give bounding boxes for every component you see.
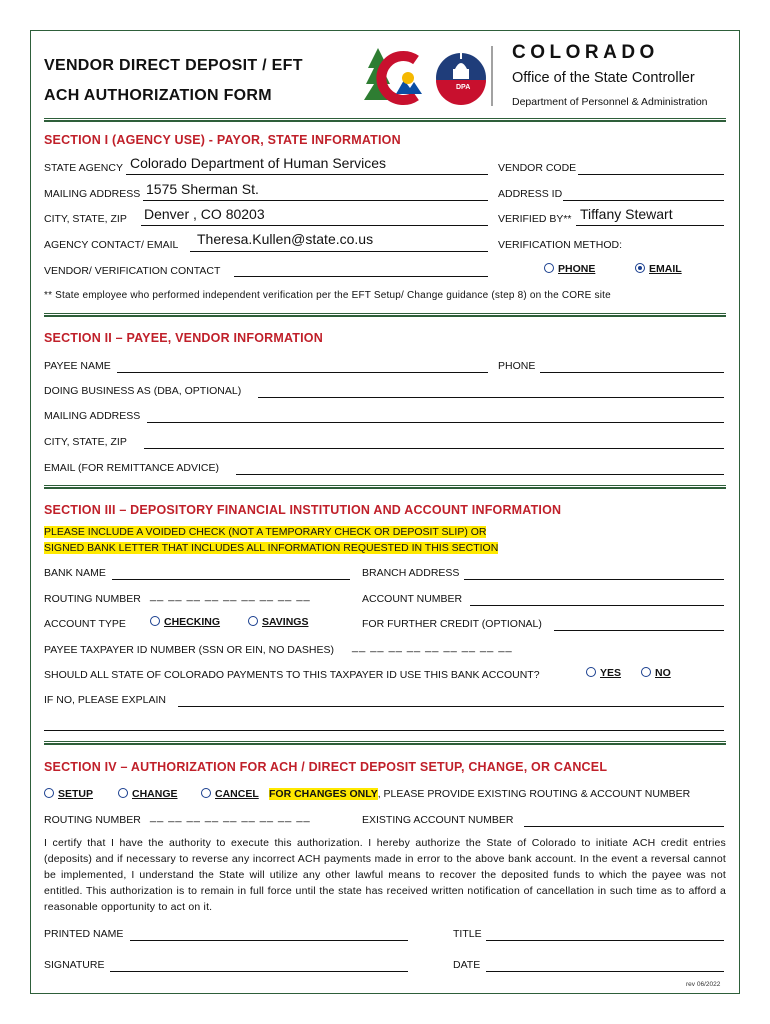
existing-routing-label: ROUTING NUMBER	[44, 814, 141, 826]
verified-by-value[interactable]: Tiffany Stewart	[580, 206, 673, 222]
state-agency-field[interactable]	[126, 174, 488, 175]
section-2-heading: SECTION II – PAYEE, VENDOR INFORMATION	[44, 331, 323, 345]
title-label: TITLE	[453, 928, 482, 940]
routing-number-field[interactable]: __ __ __ __ __ __ __ __ __	[150, 590, 311, 602]
changes-only-text: FOR CHANGES ONLY	[269, 788, 378, 800]
radio-icon	[586, 667, 596, 677]
city-state-zip-value[interactable]: Denver , CO 80203	[144, 206, 265, 222]
email-radio[interactable]	[635, 263, 682, 275]
setup-option-label: SETUP	[58, 788, 94, 800]
no-radio[interactable]	[641, 667, 671, 679]
no-option-label: NO	[655, 667, 671, 679]
date-label: DATE	[453, 959, 481, 971]
printed-name-label: PRINTED NAME	[44, 928, 124, 940]
divider	[44, 741, 726, 745]
payee-phone-field[interactable]	[540, 372, 724, 373]
revision-note: rev 06/2022	[686, 981, 721, 988]
divider	[44, 118, 726, 122]
org-name: COLORADO	[512, 42, 659, 63]
bank-name-field[interactable]	[112, 579, 350, 580]
payee-city-label: CITY, STATE, ZIP	[44, 436, 127, 448]
address-id-label: ADDRESS ID	[498, 188, 563, 200]
capitol-seal-icon	[436, 53, 486, 105]
section-1-heading: SECTION I (AGENCY USE) - PAYOR, STATE INFORMATION	[44, 133, 401, 147]
address-id-field[interactable]	[563, 200, 724, 201]
date-field[interactable]	[486, 971, 724, 972]
dpa-badge-text: DPA	[456, 84, 471, 91]
branch-address-field[interactable]	[464, 579, 724, 580]
agency-contact-label: AGENCY CONTACT/ EMAIL	[44, 239, 179, 251]
payee-mailing-label: MAILING ADDRESS	[44, 410, 141, 422]
radio-icon	[118, 788, 128, 798]
verified-by-label: VERIFIED BY**	[498, 213, 572, 225]
changes-only-note	[269, 788, 690, 800]
org-dept: Department of Personnel & Administration	[512, 96, 708, 108]
certification-text: I certify that I have the authority to execute this authorization. I hereby authorize the State of Colorado to initiate ACH credit entries (deposits) and if necessary to reverse any incorrect ACH payments made in error to the above bank account. In the event a reversal cannot be implemented, I understand the State will utilize any other lawful means to recover the deposited funds to which the payee was not entitled. This authorization is to remain in full force until the state has received written notification of cancellation in such time as to afford a reasonable opportunity to act on it.	[44, 837, 726, 913]
city-state-zip-field[interactable]	[141, 225, 488, 226]
payee-mailing-field[interactable]	[147, 422, 724, 423]
account-number-field[interactable]	[470, 605, 724, 606]
email-option-label: EMAIL	[649, 263, 682, 275]
title-field[interactable]	[486, 940, 724, 941]
org-office: Office of the State Controller	[512, 70, 695, 86]
checking-option-label: CHECKING	[164, 616, 221, 628]
state-agency-value[interactable]: Colorado Department of Human Services	[130, 155, 387, 171]
payee-name-field[interactable]	[117, 372, 488, 373]
city-state-zip-label: CITY, STATE, ZIP	[44, 213, 127, 225]
cancel-option-label: CANCEL	[215, 788, 259, 800]
colorado-dpa-logo	[364, 42, 494, 108]
state-agency-label: STATE AGENCY	[44, 162, 123, 174]
mailing-address-value[interactable]: 1575 Sherman St.	[146, 181, 259, 197]
taxpayer-id-field[interactable]: __ __ __ __ __ __ __ __ __	[352, 641, 513, 653]
form-title-line2: ACH AUTHORIZATION FORM	[44, 87, 272, 104]
divider	[44, 313, 726, 317]
radio-icon	[44, 788, 54, 798]
bank-name-label: BANK NAME	[44, 567, 106, 579]
radio-icon	[248, 616, 258, 626]
account-number-label: ACCOUNT NUMBER	[362, 593, 463, 605]
radio-selected-icon	[635, 263, 645, 273]
explain-label: IF NO, PLEASE EXPLAIN	[44, 694, 166, 706]
existing-account-label: EXISTING ACCOUNT NUMBER	[362, 814, 514, 826]
note-line1-text: PLEASE INCLUDE A VOIDED CHECK (NOT A TEMPORARY CHECK OR DEPOSIT SLIP) OR	[44, 526, 487, 538]
further-credit-field[interactable]	[554, 630, 724, 631]
cancel-radio[interactable]	[201, 788, 259, 800]
explain-field-line1[interactable]	[178, 706, 724, 707]
colorado-c-icon	[381, 56, 422, 100]
phone-option-label: PHONE	[558, 263, 596, 275]
savings-option-label: SAVINGS	[262, 616, 309, 628]
yes-radio[interactable]	[586, 667, 621, 679]
vendor-verification-label: VENDOR/ VERIFICATION CONTACT	[44, 265, 221, 277]
signature-label: SIGNATURE	[44, 959, 105, 971]
mailing-address-field[interactable]	[143, 200, 488, 201]
remittance-email-field[interactable]	[236, 474, 724, 475]
phone-radio[interactable]	[544, 263, 595, 275]
signature-field[interactable]	[110, 971, 408, 972]
change-option-label: CHANGE	[132, 788, 178, 800]
verification-footnote: ** State employee who performed independent verification per the EFT Setup/ Change guidance (step 8) on the CORE site	[44, 290, 611, 301]
account-type-label: ACCOUNT TYPE	[44, 618, 126, 630]
existing-routing-field[interactable]: __ __ __ __ __ __ __ __ __	[150, 811, 311, 823]
section-3-heading: SECTION III – DEPOSITORY FINANCIAL INSTITUTION AND ACCOUNT INFORMATION	[44, 503, 562, 517]
payee-phone-label: PHONE	[498, 360, 536, 372]
remittance-email-label: EMAIL (FOR REMITTANCE ADVICE)	[44, 462, 220, 474]
payee-city-field[interactable]	[144, 448, 724, 449]
form-title-line1: VENDOR DIRECT DEPOSIT / EFT	[44, 57, 303, 74]
voided-check-note-line2	[44, 542, 498, 554]
vendor-code-field[interactable]	[578, 174, 724, 175]
same-account-question: SHOULD ALL STATE OF COLORADO PAYMENTS TO THIS TAXPAYER ID USE THIS BANK ACCOUNT?	[44, 669, 540, 681]
routing-number-label: ROUTING NUMBER	[44, 593, 141, 605]
checking-radio[interactable]	[150, 616, 220, 628]
mailing-address-label: MAILING ADDRESS	[44, 188, 141, 200]
taxpayer-id-label: PAYEE TAXPAYER ID NUMBER (SSN OR EIN, NO DASHES)	[44, 644, 334, 656]
printed-name-field[interactable]	[130, 940, 408, 941]
setup-radio[interactable]	[44, 788, 93, 800]
radio-icon	[544, 263, 554, 273]
agency-contact-value[interactable]: Theresa.Kullen@state.co.us	[197, 231, 374, 247]
further-credit-label: FOR FURTHER CREDIT (OPTIONAL)	[362, 618, 542, 630]
vendor-code-label: VENDOR CODE	[498, 162, 577, 174]
divider	[44, 485, 726, 489]
change-radio[interactable]	[118, 788, 178, 800]
agency-contact-field[interactable]	[190, 251, 488, 252]
note-line2-text: SIGNED BANK LETTER THAT INCLUDES ALL INFORMATION REQUESTED IN THIS SECTION	[44, 542, 499, 554]
existing-account-field[interactable]	[524, 826, 724, 827]
radio-icon	[201, 788, 211, 798]
explain-field-line2[interactable]	[44, 730, 724, 731]
dba-field[interactable]	[258, 397, 724, 398]
branch-address-label: BRANCH ADDRESS	[362, 567, 460, 579]
verification-method-label: VERIFICATION METHOD:	[498, 239, 623, 251]
changes-note-text: , PLEASE PROVIDE EXISTING ROUTING & ACCOUNT NUMBER	[377, 788, 691, 800]
voided-check-note-line1	[44, 526, 486, 538]
verified-by-field[interactable]	[576, 225, 724, 226]
radio-icon	[641, 667, 651, 677]
radio-icon	[150, 616, 160, 626]
payee-name-label: PAYEE NAME	[44, 360, 111, 372]
vendor-verification-field[interactable]	[234, 276, 488, 277]
section-4-heading: SECTION IV – AUTHORIZATION FOR ACH / DIRECT DEPOSIT SETUP, CHANGE, OR CANCEL	[44, 760, 608, 774]
savings-radio[interactable]	[248, 616, 308, 628]
yes-option-label: YES	[600, 667, 622, 679]
dba-label: DOING BUSINESS AS (DBA, OPTIONAL)	[44, 385, 242, 397]
